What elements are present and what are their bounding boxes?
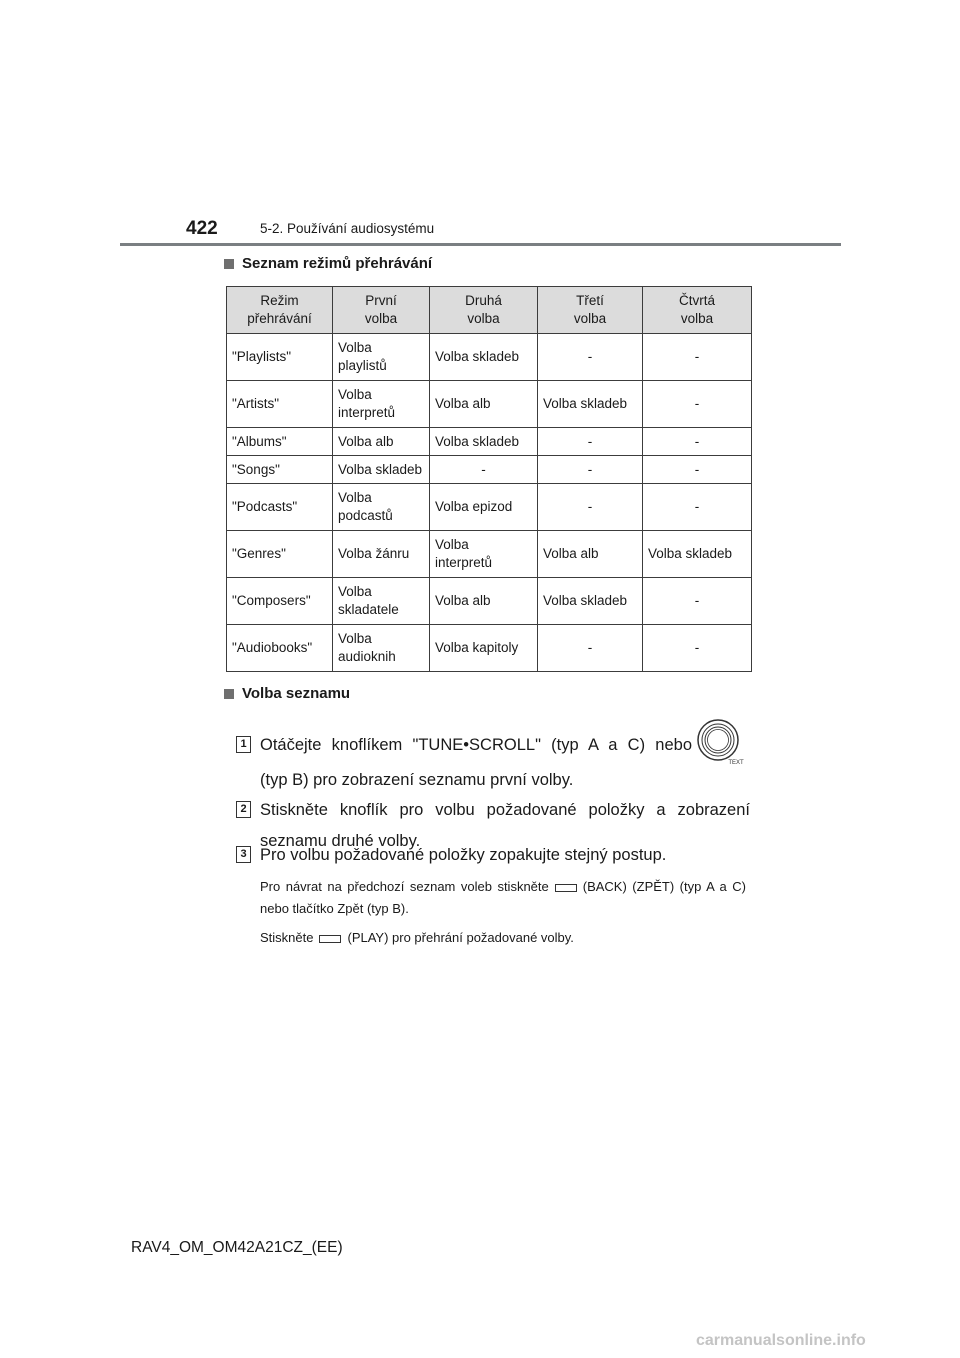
table-cell: Volba skladeb (430, 334, 538, 381)
header-cell: Čtvrtá volba (643, 287, 752, 334)
table-cell: Volba interpretů (333, 381, 430, 428)
knob-text-label: TEXT (728, 760, 744, 766)
table-cell: Volba skladeb (643, 531, 752, 578)
heading-list-selection (224, 685, 350, 702)
table-row (227, 578, 752, 625)
step-text: Stiskněte knoflík pro volbu požadované položky a zobrazení seznamu druhé volby. (260, 801, 750, 850)
header-divider (120, 243, 841, 246)
table-row (227, 625, 752, 672)
table-cell: - (538, 484, 643, 531)
heading-modes-text: Seznam režimů přehrávání (242, 255, 433, 272)
table-cell: "Composers" (227, 578, 333, 625)
header-cell: Třetí volba (538, 287, 643, 334)
square-bullet-icon (224, 259, 234, 269)
table-row (227, 334, 752, 381)
table-cell: - (538, 334, 643, 381)
step-text: Pro volbu požadované položky zopakujte stejný postup. (260, 846, 667, 864)
table-cell: Volba alb (430, 578, 538, 625)
table-cell: "Artists" (227, 381, 333, 428)
table-cell: - (643, 484, 752, 531)
table-cell: Volba alb (538, 531, 643, 578)
table-cell: Volba skladeb (538, 578, 643, 625)
page-number: 422 (186, 218, 218, 239)
table-cell: Volba skladeb (430, 428, 538, 456)
table-row (227, 428, 752, 456)
heading-list-text: Volba seznamu (242, 685, 351, 702)
note-back: Pro návrat na předchozí seznam voleb stiskněte (BACK) (ZPĚT) (typ A a C) nebo tlačítko Zpět (typ B). (260, 879, 746, 916)
note-play: Stiskněte (PLAY) pro přehrání požadované volby. (260, 930, 574, 945)
table-cell: Volba alb (430, 381, 538, 428)
table-cell: - (430, 456, 538, 484)
table-cell: - (643, 381, 752, 428)
table-cell: Volba skladatele (333, 578, 430, 625)
table-cell: Volba kapitoly (430, 625, 538, 672)
table-cell: Volba skladeb (538, 381, 643, 428)
step-text: Otáčejte knoflíkem "TUNE•SCROLL" (typ A a C) nebo (typ B) pro zobrazení seznamu první volby. (260, 736, 692, 789)
table-cell: Volba skladeb (333, 456, 430, 484)
table-header-row (227, 287, 752, 334)
table-row (227, 456, 752, 484)
table-cell: Volba audioknih (333, 625, 430, 672)
step-number-badge: 1 (236, 736, 251, 753)
table-cell: - (538, 625, 643, 672)
table-cell: "Podcasts" (227, 484, 333, 531)
step-number-badge: 3 (236, 846, 251, 863)
table-row (227, 531, 752, 578)
table-cell: - (538, 428, 643, 456)
step-number-badge: 2 (236, 801, 251, 818)
table-row (227, 484, 752, 531)
back-button-icon (555, 884, 577, 892)
document-code: RAV4_OM_OM42A21CZ_(EE) (131, 1239, 343, 1256)
table-cell: Volba playlistů (333, 334, 430, 381)
table-cell: "Albums" (227, 428, 333, 456)
tune-scroll-knob-icon (696, 718, 744, 766)
table-cell: - (643, 456, 752, 484)
table-cell: "Genres" (227, 531, 333, 578)
table-cell: Volba epizod (430, 484, 538, 531)
header-cell: Druhá volba (430, 287, 538, 334)
table-cell: Volba interpretů (430, 531, 538, 578)
table-cell: Volba žánru (333, 531, 430, 578)
table-cell: "Playlists" (227, 334, 333, 381)
header-cell: První volba (333, 287, 430, 334)
play-button-icon (319, 935, 341, 943)
playback-modes-table (226, 286, 752, 672)
square-bullet-icon (224, 689, 234, 699)
table-cell: - (643, 578, 752, 625)
table-cell: Volba alb (333, 428, 430, 456)
table-cell: - (643, 428, 752, 456)
watermark: carmanualsonline.info (696, 1332, 866, 1349)
table-cell: - (643, 625, 752, 672)
table-cell: - (643, 334, 752, 381)
header-cell: Režim přehrávání (227, 287, 333, 334)
heading-modes-list (224, 255, 432, 272)
table-cell: "Songs" (227, 456, 333, 484)
table-row (227, 381, 752, 428)
section-title: 5-2. Používání audiosystému (260, 221, 435, 236)
table-cell: Volba podcastů (333, 484, 430, 531)
table-cell: "Audiobooks" (227, 625, 333, 672)
table-cell: - (538, 456, 643, 484)
